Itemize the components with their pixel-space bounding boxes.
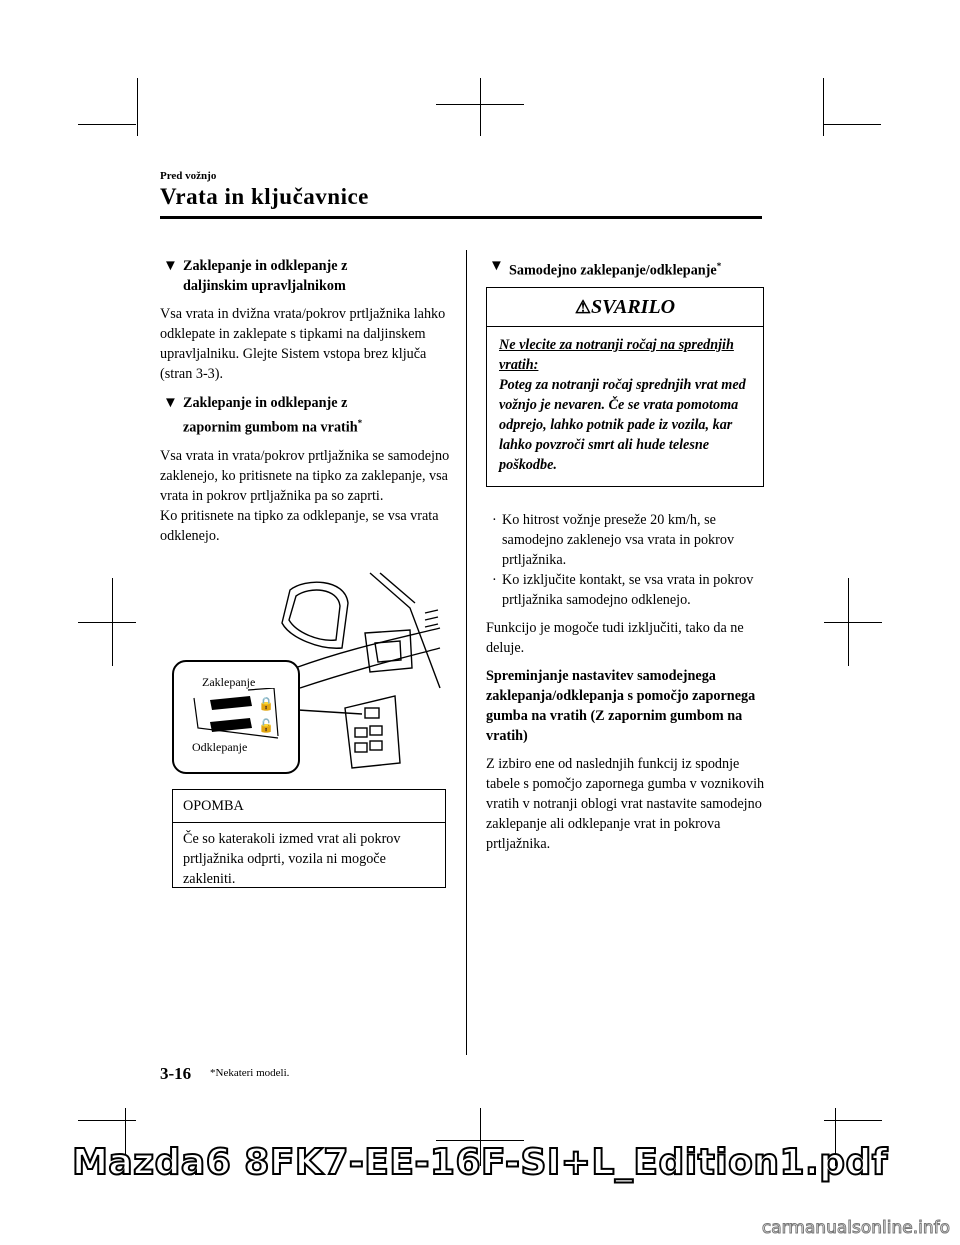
left-column bbox=[160, 256, 450, 546]
crop-mark bbox=[480, 78, 481, 136]
right-column-top bbox=[486, 256, 766, 281]
paragraph-remote: Vsa vrata in dvižna vrata/pokrov prtljažnika lahko odklepate in zaklepate s tipkami na daljinskem upravljalniku. Glejte Sistem vstopa brez ključa (stran 3-3). bbox=[160, 306, 446, 382]
warning-body bbox=[487, 327, 763, 483]
heading-auto-lock: ▼ Samodejno zaklepanje/odklepanje* bbox=[489, 258, 722, 279]
warning-heading: ⚠SVARILO bbox=[487, 288, 763, 327]
pdf-filename-watermark: Mazda6 8FK7-EE-16F-SI+L_Edition1.pdf bbox=[72, 1142, 888, 1183]
warning-title: Ne vlecite za notranji ročaj na sprednjih vratih: bbox=[499, 337, 734, 373]
paragraph-disable: Funkcijo je mogoče tudi izključiti, tako da ne deluje. bbox=[486, 620, 744, 656]
paragraph-switch-unlock: Ko pritisnete na tipko za odklepanje, se vsa vrata odklenejo. bbox=[160, 507, 439, 544]
heading-remote-lock: ▼ Zaklepanje in odklepanje z daljinskim upravljalnikom bbox=[163, 258, 348, 294]
warning-text: Poteg za notranji ročaj sprednjih vrat med vožnjo je nevaren. Če se vrata pomotoma odprejo, lahko potnik pade iz vozila, kar lahko povzroči smrt ali hude telesne poškodbe. bbox=[499, 377, 746, 473]
crop-mark bbox=[824, 622, 882, 623]
note-body: Če so katerakoli izmed vrat ali pokrov prtljažnika odprti, vozila ni mogoče zakleniti. bbox=[183, 831, 401, 887]
crop-mark bbox=[78, 1120, 136, 1121]
section-label: Pred vožnjo bbox=[160, 170, 217, 182]
note-box bbox=[172, 789, 446, 888]
crop-mark bbox=[78, 622, 136, 623]
lock-switch-closeup bbox=[188, 688, 284, 748]
warning-box bbox=[486, 287, 764, 487]
site-watermark: carmanualsonline.info bbox=[761, 1218, 950, 1238]
page-title: Vrata in ključavnice bbox=[160, 184, 369, 209]
paragraph-settings: Z izbiro ene od naslednjih funkcij iz spodnje tabele s pomočjo zapornega gumba v voznikovih vratih v notranji oblogi vrat nastavite samodejno zaklepanje ali odklepanje vrat in pokrova prtljažnika. bbox=[486, 756, 765, 852]
unlock-icon: 🔓 bbox=[258, 719, 275, 734]
triangle-bullet-icon: ▼ bbox=[163, 258, 178, 274]
asterisk: * bbox=[357, 418, 363, 428]
crop-mark bbox=[823, 78, 824, 136]
crop-mark bbox=[436, 104, 524, 105]
note-heading: OPOMBA bbox=[173, 790, 445, 823]
right-column-body bbox=[486, 510, 766, 854]
crop-mark bbox=[137, 78, 138, 136]
list-item: · Ko hitrost vožnje preseže 20 km/h, se samodejno zaklenejo vsa vrata in pokrov prtljažnika. bbox=[492, 512, 735, 568]
footnote: *Nekateri modeli. bbox=[210, 1067, 290, 1079]
label-unlock: Odklepanje bbox=[192, 740, 248, 754]
triangle-bullet-icon: ▼ bbox=[489, 258, 504, 274]
page-number: 3-16 bbox=[160, 1064, 192, 1083]
title-rule bbox=[160, 216, 762, 219]
lock-icon: 🔒 bbox=[258, 697, 275, 712]
crop-mark bbox=[436, 1140, 524, 1141]
list-item: · Ko izključite kontakt, se vsa vrata in pokrov prtljažnika samodejno odklenejo. bbox=[492, 572, 754, 608]
door-switch-figure bbox=[170, 568, 448, 776]
crop-mark bbox=[824, 1120, 882, 1121]
paragraph-settings-heading: Spreminjanje nastavitev samodejnega zaklepanja/odklepanja s pomočjo zapornega gumba na vratih (Z zapornim gumbom na vratih) bbox=[486, 668, 756, 744]
heading-door-lock-switch: ▼ Zaklepanje in odklepanje z zapornim gumbom na vratih* bbox=[163, 395, 363, 436]
label-lock: Zaklepanje bbox=[202, 675, 256, 689]
triangle-bullet-icon: ▼ bbox=[163, 395, 178, 411]
column-divider bbox=[466, 250, 467, 1055]
warning-triangle-icon: ⚠ bbox=[574, 297, 592, 317]
crop-mark bbox=[78, 124, 136, 125]
paragraph-switch: Vsa vrata in vrata/pokrov prtljažnika se samodejno zaklenejo, ko pritisnete na tipko za zaklepanje, vsa vrata in pokrov prtljažnika pa so zaprti. bbox=[160, 447, 450, 504]
asterisk: * bbox=[716, 261, 722, 271]
crop-mark bbox=[823, 124, 881, 125]
